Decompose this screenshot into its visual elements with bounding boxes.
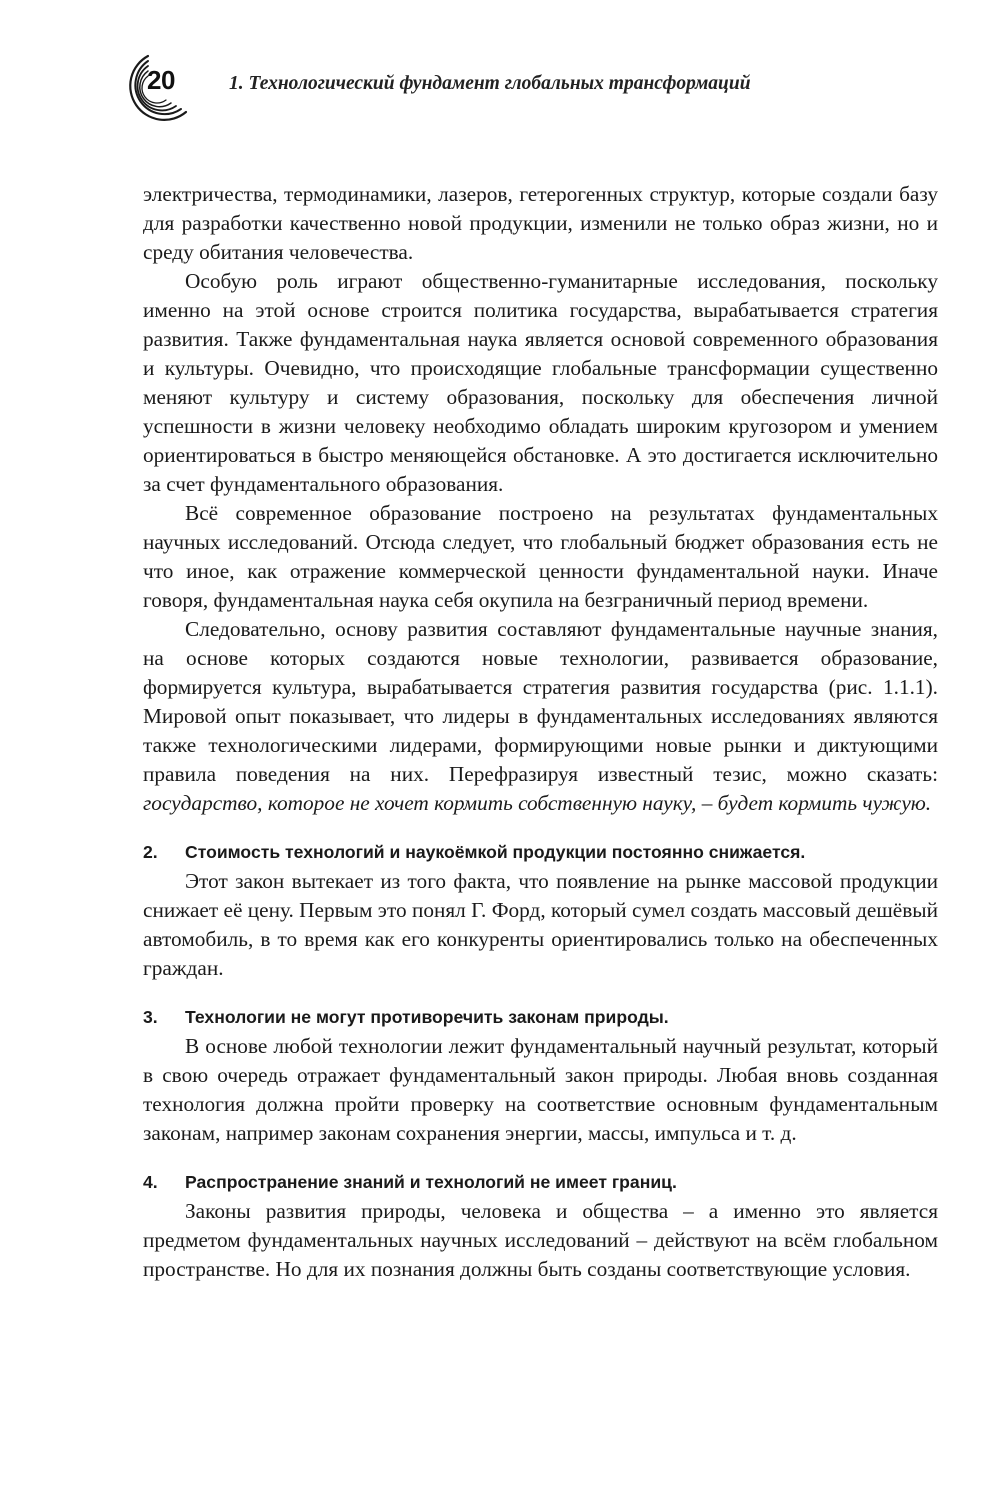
body-text <box>143 180 938 1284</box>
page-header <box>112 50 932 130</box>
paragraph: Особую роль играют общественно-гуманитарные исследования, поскольку именно на этой основе строится политика государства, вырабатывается стратегия развития. Также фундаментальная наука является основой современного образования и культуры. Очевидно, что происходящие глобальные трансформации существенно меняют культуру и систему образования, поскольку для обеспечения личной успешности в жизни человеку необходимо обладать широким кругозором и умением ориентироваться в быстро меняющейся обстановке. А это достигается исключительно за счет фундаментального образования. <box>143 269 938 496</box>
running-title: 1. Технологический фундамент глобальных трансформаций <box>229 73 751 94</box>
section-number: 2. <box>143 842 158 862</box>
section-paragraph: Этот закон вытекает из того факта, что появление на рынке массовой продукции снижает её цену. Первым это понял Г. Форд, который сумел создать массовый дешёвый автомобиль, в то время как его конкуренты ориентировались только на обеспеченных граждан. <box>143 869 938 980</box>
section-paragraph: Законы развития природы, человека и общества – а именно это является предметом фундаментальных научных исследований – действуют на всём глобальном пространстве. Но для их познания должны быть созданы соответствующие условия. <box>143 1199 938 1281</box>
section-paragraph: В основе любой технологии лежит фундаментальный научный результат, который в свою очередь отражает фундаментальный закон природы. Любая вновь созданная технология должна пройти проверку на соответствие основным фундаментальным законам, например законам сохранения энергии, массы, импульса и т. д. <box>143 1034 938 1145</box>
page-number: 20 <box>147 65 175 95</box>
section-heading-2 <box>143 838 938 867</box>
paragraph: Всё современное образование построено на результатах фундаментальных научных исследований. Отсюда следует, что глобальный бюджет образования есть не что иное, как отражение коммерческой ценности фундаментальной науки. Иначе говоря, фундаментальная наука себя окупила на безграничный период времени. <box>143 501 938 612</box>
section-title: Технологии не могут противоречить законам природы. <box>185 1007 669 1027</box>
section-heading-3 <box>143 1003 938 1032</box>
paragraph-text: Следовательно, основу развития составляют фундаментальные научные знания, на основе которых создаются новые технологии, развивается образование, формируется культура, вырабатывается стратегия развития государства (рис. 1.1.1). Мировой опыт показывает, что лидеры в фундаментальных исследованиях являются также технологическими лидерами, формирующими новые рынки и диктующими правила поведения на них. Перефразируя известный тезис, можно сказать: <box>143 617 938 786</box>
section-title: Стоимость технологий и наукоёмкой продукции постоянно снижается. <box>185 842 806 862</box>
italic-quote: государство, которое не хочет кормить собственную науку, – будет кормить чужую. <box>143 791 932 815</box>
section-title: Распространение знаний и технологий не имеет границ. <box>185 1172 677 1192</box>
section-number: 3. <box>143 1007 158 1027</box>
paragraph-continued: электричества, термодинамики, лазеров, гетерогенных структур, которые создали базу для разработки качественно новой продукции, изменили не только образ жизни, но и среду обитания человечества. <box>143 182 938 264</box>
paragraph-with-quote <box>143 615 938 818</box>
section-heading-4 <box>143 1168 938 1197</box>
section-number: 4. <box>143 1172 158 1192</box>
